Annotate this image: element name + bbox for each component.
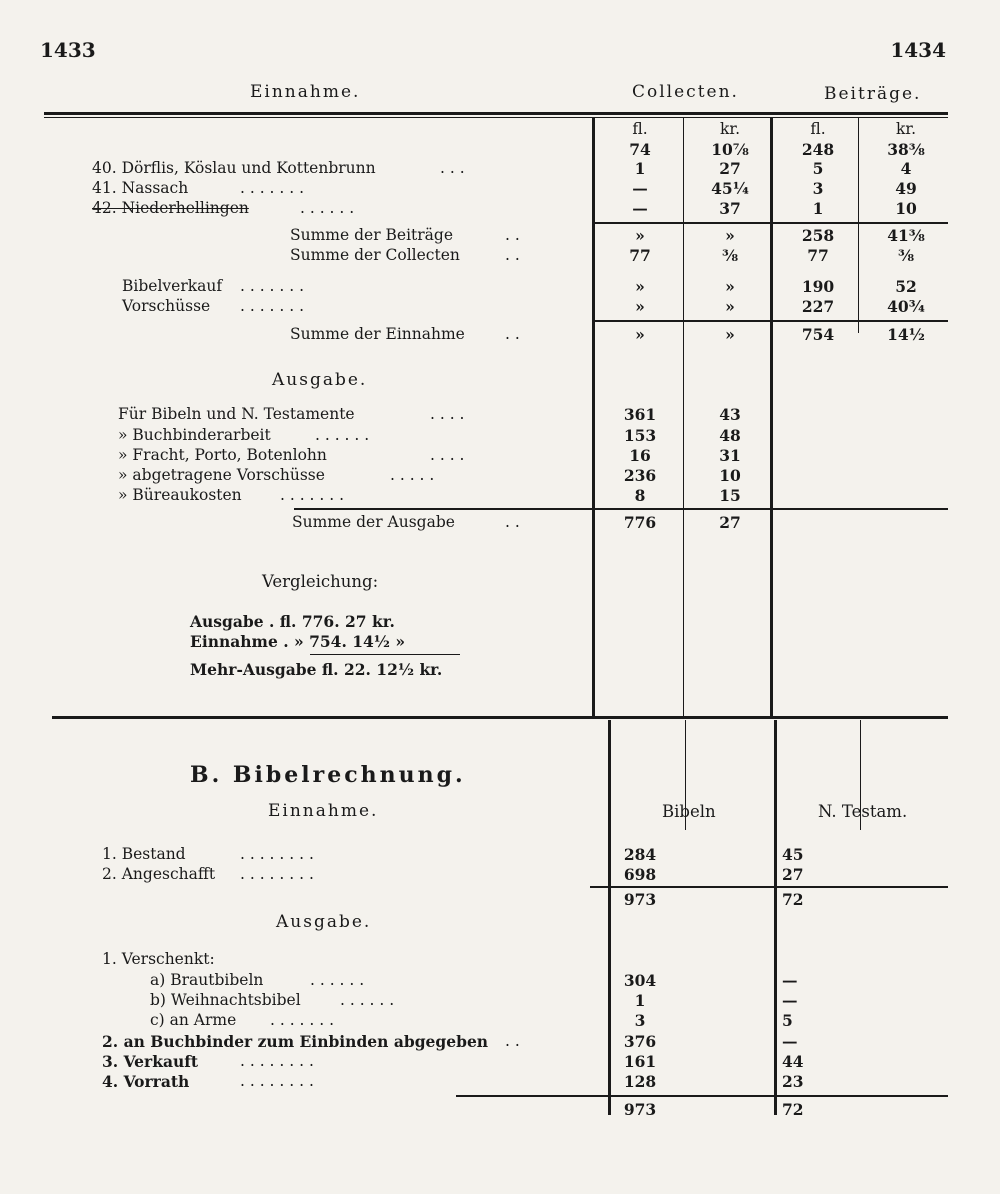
collecten-fl: » bbox=[635, 277, 645, 296]
collecten-kr: 45¼ bbox=[711, 179, 749, 198]
beitraege-fl: 77 bbox=[807, 246, 829, 265]
sum-beitraege-label: Summe der Beiträge bbox=[290, 226, 454, 244]
column-divider bbox=[858, 118, 859, 333]
sum-rule bbox=[594, 222, 948, 224]
beitraege-kr: 40¾ bbox=[887, 297, 925, 316]
leader-dots: . . . . bbox=[430, 446, 465, 464]
leader-dots: . . bbox=[505, 226, 520, 244]
bibeln-value: 304 bbox=[623, 971, 657, 990]
nt-value: — bbox=[782, 971, 798, 990]
row-label: 41. Nassach bbox=[92, 179, 189, 197]
b-sub-label: c) an Arme bbox=[150, 1011, 237, 1029]
sum-einnahme-label: Summe der Einnahme bbox=[290, 325, 465, 343]
carry-beitraege-kr: 38⅜ bbox=[887, 140, 925, 159]
nt-sum: 72 bbox=[782, 1100, 804, 1119]
leader-dots: . . bbox=[505, 1032, 520, 1050]
unit-kr: kr. bbox=[719, 120, 741, 138]
bibeln-sum: 973 bbox=[623, 1100, 657, 1119]
vorschuesse-label: Vorschüsse bbox=[122, 297, 211, 315]
collecten-kr: » bbox=[725, 277, 735, 296]
bibeln-value: 698 bbox=[623, 865, 657, 884]
ausgabe-fl: 8 bbox=[634, 486, 646, 505]
leader-dots: . . . . . . . bbox=[280, 486, 345, 504]
beitraege-fl: 1 bbox=[812, 199, 824, 218]
leader-dots: . . . . . . . bbox=[240, 277, 305, 295]
verschenkt-label: 1. Verschenkt: bbox=[102, 950, 215, 968]
vergleichung-rule bbox=[310, 654, 460, 655]
b-row-label: 2. Angeschafft bbox=[102, 865, 216, 883]
unit-kr: kr. bbox=[895, 120, 917, 138]
vergleichung-heading: Vergleichung: bbox=[262, 572, 379, 591]
leader-dots: . . . . . . . bbox=[240, 179, 305, 197]
sum-ausgabe-label: Summe der Ausgabe bbox=[292, 513, 455, 531]
page-number-right: 1434 bbox=[890, 38, 946, 62]
column-divider bbox=[770, 118, 773, 718]
row-label: 42. Niederhellingen bbox=[92, 199, 249, 217]
nt-value: 44 bbox=[782, 1052, 804, 1071]
nt-value: — bbox=[782, 991, 798, 1010]
ausgabe-fl: 236 bbox=[623, 466, 657, 485]
leader-dots: . . . . . . . . bbox=[240, 865, 314, 883]
collecten-fl: 77 bbox=[629, 246, 651, 265]
b-row-label: 3. Verkauft bbox=[102, 1052, 199, 1071]
bibeln-column-header: Bibeln bbox=[662, 802, 716, 821]
leader-dots: . . . bbox=[440, 159, 465, 177]
leader-dots: . . bbox=[505, 246, 520, 264]
unit-fl: fl. bbox=[810, 120, 826, 138]
ausgabe-label: » Buchbinderarbeit bbox=[118, 426, 271, 444]
collecten-kr: 37 bbox=[719, 199, 741, 218]
nt-value: 45 bbox=[782, 845, 804, 864]
nt-value: — bbox=[782, 1032, 798, 1051]
sum-rule bbox=[590, 886, 948, 888]
bibeln-value: 3 bbox=[634, 1011, 646, 1030]
collecten-heading: Collecten. bbox=[632, 82, 739, 102]
column-divider bbox=[683, 118, 684, 718]
collecten-fl: » bbox=[635, 226, 645, 245]
leader-dots: . . . . . . bbox=[340, 991, 395, 1009]
beitraege-kr: 49 bbox=[895, 179, 917, 198]
leader-dots: . . . . . . bbox=[300, 199, 355, 217]
sum-rule bbox=[456, 1095, 948, 1097]
b-ausgabe-heading: Ausgabe. bbox=[276, 912, 372, 932]
b-sub-label: b) Weihnachtsbibel bbox=[150, 991, 301, 1009]
column-divider bbox=[774, 720, 777, 1115]
leader-dots: . . . . bbox=[430, 405, 465, 423]
beitraege-kr: ⅜ bbox=[897, 246, 915, 265]
page-number-left: 1433 bbox=[40, 38, 96, 62]
ausgabe-fl: 153 bbox=[623, 426, 657, 445]
bibeln-value: 284 bbox=[623, 845, 657, 864]
column-divider bbox=[592, 118, 595, 718]
collecten-fl: » bbox=[635, 297, 645, 316]
bibeln-value: 128 bbox=[623, 1072, 657, 1091]
collecten-fl: 1 bbox=[634, 159, 646, 178]
einnahme-heading: Einnahme. bbox=[250, 82, 361, 102]
carry-collecten-kr: 10⅞ bbox=[711, 140, 749, 159]
collecten-kr: » bbox=[725, 297, 735, 316]
bibelverkauf-label: Bibelverkauf bbox=[122, 277, 223, 295]
row-label: 40. Dörflis, Köslau und Kottenbrunn bbox=[92, 159, 376, 177]
vergleichung-einnahme: Einnahme . » 754. 14½ » bbox=[190, 632, 406, 651]
beitraege-fl: 5 bbox=[812, 159, 824, 178]
ausgabe-label: » Büreaukosten bbox=[118, 486, 242, 504]
beitraege-kr: 14½ bbox=[887, 325, 925, 344]
unit-fl: fl. bbox=[632, 120, 648, 138]
ausgabe-fl: 361 bbox=[623, 405, 657, 424]
top-rule-thin bbox=[44, 117, 948, 118]
bibeln-value: 1 bbox=[634, 991, 646, 1010]
ausgabe-kr: 48 bbox=[719, 426, 741, 445]
leader-dots: . . . . . . . . bbox=[240, 1052, 314, 1070]
b-row-label: 2. an Buchbinder zum Einbinden abgegeben bbox=[102, 1032, 489, 1051]
carry-collecten-fl: 74 bbox=[629, 140, 651, 159]
leader-dots: . . . . . . bbox=[315, 426, 370, 444]
beitraege-heading: Beiträge. bbox=[824, 84, 922, 104]
leader-dots: . . . . . . . bbox=[270, 1011, 335, 1029]
carry-beitraege-fl: 248 bbox=[801, 140, 835, 159]
leader-dots: . . . . . . bbox=[310, 971, 365, 989]
vergleichung-mehr-ausgabe: Mehr-Ausgabe fl. 22. 12½ kr. bbox=[190, 660, 443, 679]
section-rule bbox=[52, 716, 948, 719]
bibeln-value: 376 bbox=[623, 1032, 657, 1051]
ausgabe-label: » Fracht, Porto, Botenlohn bbox=[118, 446, 327, 464]
collecten-fl: — bbox=[632, 179, 648, 198]
nt-value: 27 bbox=[782, 865, 804, 884]
beitraege-kr: 41⅜ bbox=[887, 226, 925, 245]
collecten-fl: — bbox=[632, 199, 648, 218]
ausgabe-label: Für Bibeln und N. Testamente bbox=[118, 405, 355, 423]
collecten-kr: ⅜ bbox=[721, 246, 739, 265]
leader-dots: . . . . . . . bbox=[240, 297, 305, 315]
ausgabe-kr: 10 bbox=[719, 466, 741, 485]
leader-dots: . . . . . . . . bbox=[240, 845, 314, 863]
beitraege-fl: 3 bbox=[812, 179, 824, 198]
ausgabe-label: » abgetragene Vorschüsse bbox=[118, 466, 325, 484]
bibeln-sum: 973 bbox=[623, 890, 657, 909]
ausgabe-kr: 15 bbox=[719, 486, 741, 505]
beitraege-kr: 4 bbox=[900, 159, 912, 178]
beitraege-fl: 258 bbox=[801, 226, 835, 245]
beitraege-fl: 190 bbox=[801, 277, 835, 296]
ausgabe-kr: 31 bbox=[719, 446, 741, 465]
beitraege-fl: 227 bbox=[801, 297, 835, 316]
ausgabe-kr: 43 bbox=[719, 405, 741, 424]
bibelrechnung-title: B. Bibelrechnung. bbox=[190, 762, 466, 788]
sum-collecten-label: Summe der Collecten bbox=[290, 246, 460, 264]
ausgabe-kr: 27 bbox=[719, 513, 741, 532]
b-row-label: 4. Vorrath bbox=[102, 1072, 190, 1091]
leader-dots: . . . . . . . . bbox=[240, 1072, 314, 1090]
leader-dots: . . bbox=[505, 325, 520, 343]
beitraege-kr: 10 bbox=[895, 199, 917, 218]
nt-value: 5 bbox=[782, 1011, 793, 1030]
top-rule bbox=[44, 112, 948, 115]
ausgabe-fl: 776 bbox=[623, 513, 657, 532]
sum-rule bbox=[594, 320, 948, 322]
b-sub-label: a) Brautbibeln bbox=[150, 971, 264, 989]
vergleichung-ausgabe: Ausgabe . fl. 776. 27 kr. bbox=[190, 612, 395, 631]
b-row-label: 1. Bestand bbox=[102, 845, 186, 863]
ausgabe-fl: 16 bbox=[629, 446, 651, 465]
collecten-kr: » bbox=[725, 325, 735, 344]
collecten-fl: » bbox=[635, 325, 645, 344]
collecten-kr: » bbox=[725, 226, 735, 245]
bibeln-value: 161 bbox=[623, 1052, 657, 1071]
beitraege-kr: 52 bbox=[895, 277, 917, 296]
beitraege-fl: 754 bbox=[801, 325, 835, 344]
nt-sum: 72 bbox=[782, 890, 804, 909]
nt-value: 23 bbox=[782, 1072, 804, 1091]
collecten-kr: 27 bbox=[719, 159, 741, 178]
ausgabe-heading: Ausgabe. bbox=[272, 370, 368, 390]
nt-column-header: N. Testam. bbox=[818, 802, 908, 821]
sum-rule bbox=[294, 508, 948, 510]
leader-dots: . . . . . bbox=[390, 466, 435, 484]
b-einnahme-heading: Einnahme. bbox=[268, 801, 379, 821]
leader-dots: . . bbox=[505, 513, 520, 531]
